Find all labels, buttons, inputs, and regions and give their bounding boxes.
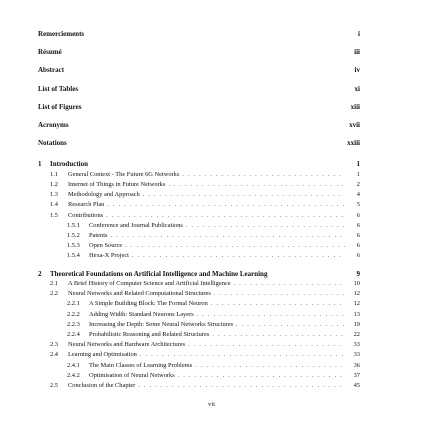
toc-entry-number: 2.4.1 bbox=[67, 361, 80, 369]
toc-entry-page: iv bbox=[354, 66, 360, 75]
toc-entry-page: 19 bbox=[353, 320, 360, 328]
dot-leader bbox=[188, 342, 345, 348]
toc-entry-title: Open Source bbox=[89, 242, 123, 250]
toc-entry-page: 13 bbox=[353, 310, 360, 318]
toc-entry-page: xi bbox=[354, 84, 360, 93]
toc-subsection-entry[interactable] bbox=[38, 331, 360, 341]
toc-entry-number: 2.1 bbox=[50, 280, 58, 287]
toc-entry-page: 6 bbox=[356, 231, 360, 239]
toc-entry-title: Résumé bbox=[38, 48, 62, 57]
toc-chapter-entry[interactable] bbox=[38, 270, 360, 281]
toc-entry-title: Neural Networks and Related Computational Structures bbox=[68, 290, 211, 298]
toc-subsection-entry[interactable] bbox=[38, 242, 360, 252]
table-of-contents bbox=[38, 30, 360, 392]
toc-chapter-number: 2 bbox=[38, 269, 42, 278]
toc-front-entry[interactable] bbox=[38, 30, 360, 48]
dot-leader bbox=[178, 373, 345, 379]
toc-entry-page: xvii bbox=[349, 120, 360, 129]
toc-entry-title: Abstract bbox=[38, 66, 65, 75]
toc-entry-title: Remerciements bbox=[38, 30, 85, 38]
toc-front-entry[interactable] bbox=[38, 121, 360, 139]
toc-entry-page: 33 bbox=[353, 351, 360, 359]
dot-leader bbox=[236, 322, 345, 328]
toc-subsection-entry[interactable] bbox=[38, 252, 360, 262]
toc-subsection-entry[interactable] bbox=[38, 222, 360, 232]
toc-entry-page: 12 bbox=[353, 300, 360, 308]
toc-entry-page: 5 bbox=[356, 201, 360, 209]
toc-entry-page: 33 bbox=[353, 341, 360, 349]
toc-section-entry[interactable] bbox=[38, 191, 360, 201]
toc-entry-title: Patents bbox=[89, 231, 108, 239]
toc-section-entry[interactable] bbox=[38, 290, 360, 300]
toc-subsection-entry[interactable] bbox=[38, 300, 360, 310]
toc-front-entry[interactable] bbox=[38, 85, 360, 103]
toc-entry-number: 2.5 bbox=[50, 381, 58, 389]
toc-section-entry[interactable] bbox=[38, 171, 360, 181]
toc-entry-title: General Context - The Future 6G Networks bbox=[68, 170, 180, 178]
toc-chapter-number: 1 bbox=[38, 160, 42, 169]
toc-entry-title: The Main Classes of Learning Problems bbox=[89, 361, 193, 369]
dot-leader bbox=[211, 301, 345, 307]
toc-entry-page: 6 bbox=[356, 221, 360, 229]
dot-leader bbox=[212, 332, 345, 338]
toc-entry-title: List of Tables bbox=[38, 84, 79, 93]
toc-entry-title: Contributions bbox=[68, 211, 104, 219]
toc-entry-title: Conclusion of the Chapter bbox=[68, 381, 136, 389]
dot-leader bbox=[107, 202, 345, 208]
toc-entry-number: 1.5.4 bbox=[67, 252, 80, 260]
dot-leader bbox=[186, 223, 345, 229]
dot-leader bbox=[182, 172, 345, 178]
dot-leader bbox=[140, 352, 345, 358]
toc-front-entry[interactable] bbox=[38, 48, 360, 66]
toc-front-entry[interactable] bbox=[38, 66, 360, 84]
toc-entry-number: 2.2.1 bbox=[67, 300, 80, 308]
toc-entry-title: Learning and Optimisation bbox=[68, 351, 137, 359]
toc-entry-page: 36 bbox=[353, 361, 360, 369]
toc-subsection-entry[interactable] bbox=[38, 311, 360, 321]
dot-leader bbox=[132, 253, 345, 259]
toc-section-entry[interactable] bbox=[38, 212, 360, 222]
toc-entry-page: 4 bbox=[356, 191, 360, 199]
toc-entry-page: xxiii bbox=[347, 139, 360, 148]
toc-entry-number: 1.4 bbox=[50, 201, 58, 209]
toc-entry-page: xiii bbox=[350, 102, 360, 111]
toc-entry-number: 2.3 bbox=[50, 341, 58, 349]
toc-entry-number: 1.5.3 bbox=[67, 242, 80, 250]
toc-entry-number: 2.2.2 bbox=[67, 310, 80, 318]
toc-chapter-page: 9 bbox=[356, 269, 360, 278]
toc-subsection-entry[interactable] bbox=[38, 362, 360, 372]
toc-subsection-entry[interactable] bbox=[38, 372, 360, 382]
toc-entry-title: Neural Networks and Hardware Architectures bbox=[68, 341, 186, 349]
toc-entry-title: Hexa-X Project bbox=[89, 252, 129, 260]
dot-leader bbox=[138, 383, 345, 389]
toc-entry-number: 2.4.2 bbox=[67, 371, 80, 379]
page-number: vii bbox=[208, 401, 215, 408]
dot-leader bbox=[234, 281, 345, 287]
toc-entry-number: 1.2 bbox=[50, 181, 58, 188]
dot-leader bbox=[110, 233, 345, 239]
dot-leader bbox=[168, 182, 345, 188]
toc-entry-page: 6 bbox=[356, 211, 360, 219]
toc-front-entry[interactable] bbox=[38, 103, 360, 121]
toc-entry-title: Adding Width: Standard Neurons Layers bbox=[89, 310, 194, 318]
toc-section-entry[interactable] bbox=[38, 382, 360, 392]
toc-entry-title: A Brief History of Computer Science and Artificial Intelligence bbox=[68, 280, 231, 287]
toc-entry-page: 45 bbox=[353, 381, 360, 389]
toc-entry-page: 6 bbox=[356, 242, 360, 250]
toc-entry-number: 2.4 bbox=[50, 351, 58, 359]
toc-front-entry[interactable] bbox=[38, 139, 360, 157]
toc-entry-number: 1.3 bbox=[50, 191, 58, 199]
toc-entry-page: 1 bbox=[356, 170, 360, 178]
toc-entry-page: 6 bbox=[356, 252, 360, 260]
toc-entry-number: 2.2.4 bbox=[67, 330, 80, 338]
dot-leader bbox=[195, 363, 345, 369]
toc-entry-page: 12 bbox=[353, 290, 360, 298]
toc-entry-number: 2.2.3 bbox=[67, 320, 80, 328]
toc-entry-title: Methodology and Approach bbox=[68, 191, 140, 199]
toc-entry-number: 1.5 bbox=[50, 211, 58, 219]
toc-entry-title: Increasing the Depth: Some Neural Networks Structures bbox=[89, 320, 234, 328]
toc-section-entry[interactable] bbox=[38, 341, 360, 351]
toc-entry-title: Research Plan bbox=[68, 201, 105, 209]
toc-entry-title: Optimisation of Neural Networks bbox=[89, 371, 175, 379]
toc-entry-page: 37 bbox=[353, 371, 360, 379]
toc-entry-page: i bbox=[358, 30, 360, 38]
toc-entry-number: 1.5.1 bbox=[67, 221, 80, 229]
toc-entry-page: 22 bbox=[353, 330, 360, 338]
toc-chapter-title: Theoretical Foundations on Artificial Intelligence and Machine Learning bbox=[50, 269, 268, 278]
dot-leader bbox=[214, 291, 345, 297]
toc-chapter-title: Introduction bbox=[50, 160, 88, 169]
toc-section-entry[interactable] bbox=[38, 280, 360, 290]
toc-entry-title: Conference and Journal Publications bbox=[89, 221, 183, 229]
toc-entry-page: iii bbox=[354, 48, 360, 57]
dot-leader bbox=[143, 192, 345, 198]
toc-subsection-entry[interactable] bbox=[38, 321, 360, 331]
toc-subsection-entry[interactable] bbox=[38, 232, 360, 242]
toc-entry-title: Notations bbox=[38, 139, 67, 148]
dot-leader bbox=[197, 312, 345, 318]
toc-section-entry[interactable] bbox=[38, 201, 360, 211]
toc-entry-number: 2.2 bbox=[50, 290, 58, 298]
toc-entry-page: 2 bbox=[356, 181, 360, 188]
toc-entry-title: Acronyms bbox=[38, 120, 69, 129]
dot-leader bbox=[125, 243, 345, 249]
toc-entry-page: 10 bbox=[353, 280, 360, 287]
toc-chapter-page: 1 bbox=[356, 160, 360, 169]
toc-section-entry[interactable] bbox=[38, 181, 360, 191]
toc-entry-number: 1.1 bbox=[50, 170, 58, 178]
toc-entry-title: Probabilistic Reasoning and Related Structures bbox=[89, 330, 210, 338]
toc-entry-number: 1.5.2 bbox=[67, 231, 80, 239]
dot-leader bbox=[106, 213, 345, 219]
toc-chapter-entry[interactable] bbox=[38, 160, 360, 171]
toc-entry-title: List of Figures bbox=[38, 102, 82, 111]
toc-entry-title: A Simple Building Block: The Formal Neuron bbox=[89, 300, 208, 308]
toc-entry-title: Internet of Things in Future Networks bbox=[68, 181, 166, 188]
toc-section-entry[interactable] bbox=[38, 351, 360, 361]
